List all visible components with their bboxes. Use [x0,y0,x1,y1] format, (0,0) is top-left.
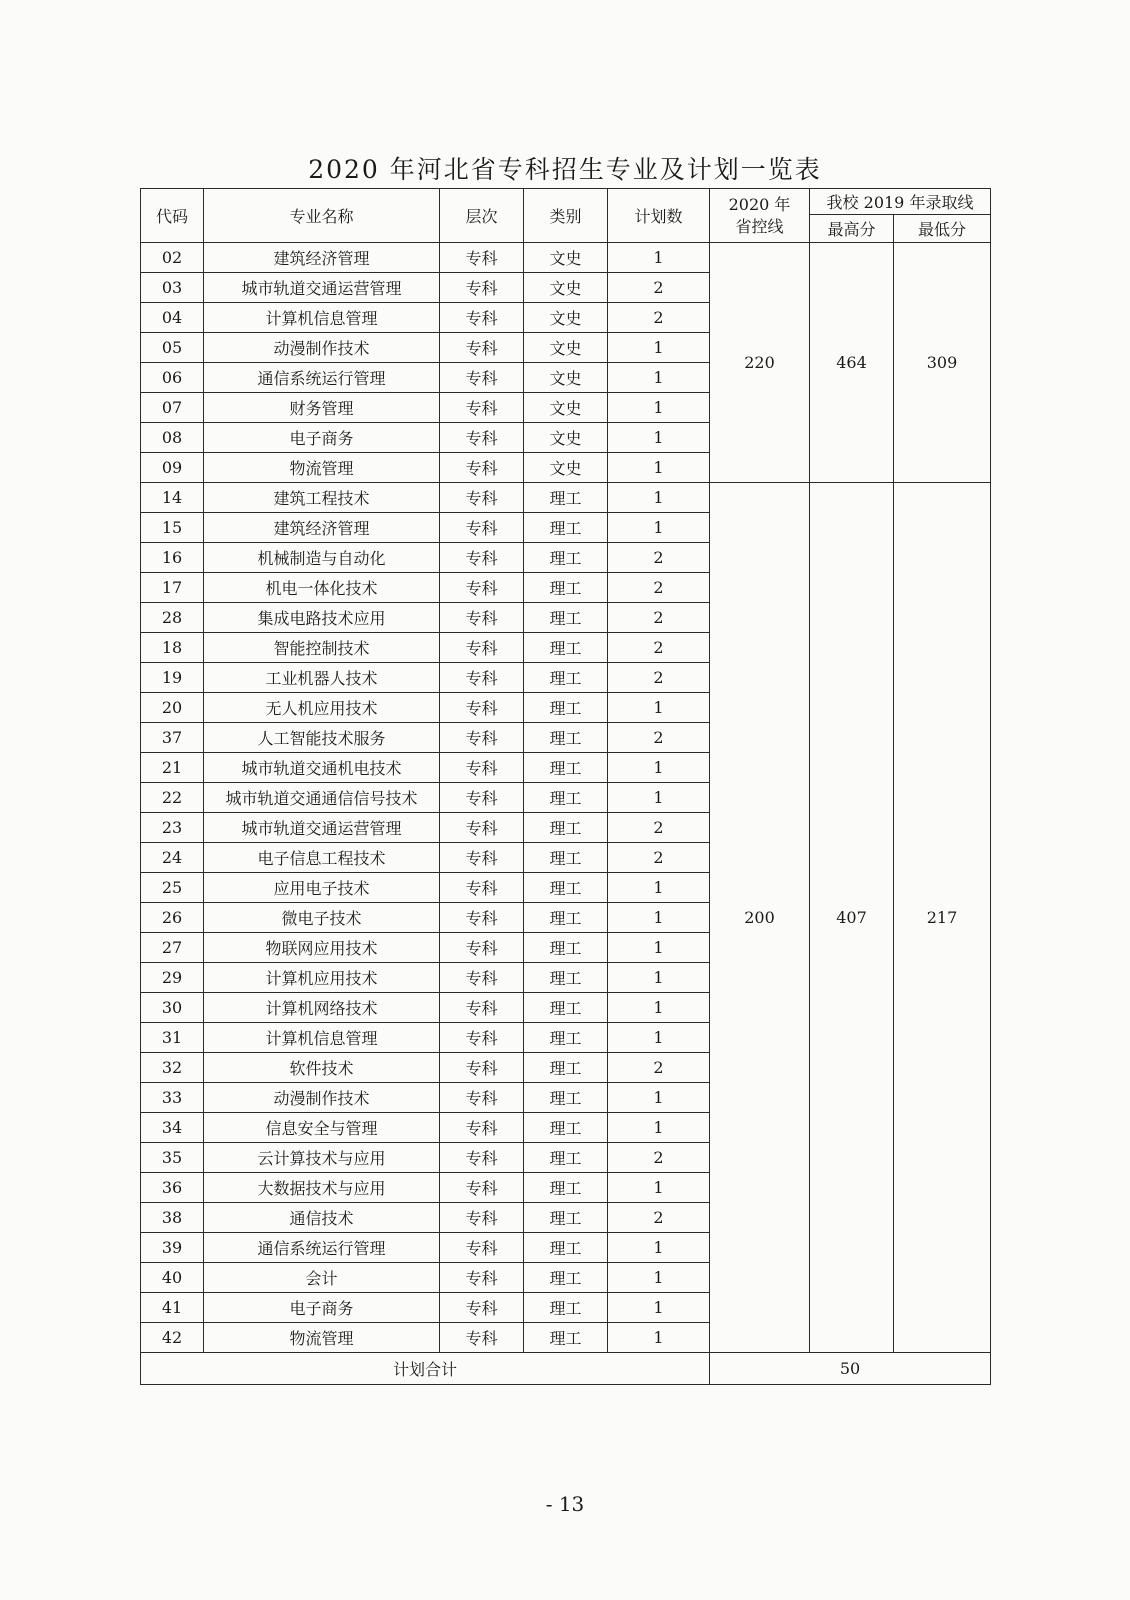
cell-level: 专科 [440,1023,524,1053]
page-number: - 13 [545,1492,585,1516]
cell-code: 18 [141,633,204,663]
cell-plan: 2 [608,663,710,693]
cell-code: 17 [141,573,204,603]
cell-level: 专科 [440,543,524,573]
cell-category: 文史 [524,393,608,423]
cell-category: 理工 [524,1083,608,1113]
cell-plan: 2 [608,633,710,663]
cell-plan: 1 [608,393,710,423]
cell-level: 专科 [440,1233,524,1263]
cell-category: 理工 [524,873,608,903]
cell-category: 理工 [524,753,608,783]
cell-name: 城市轨道交通通信信号技术 [204,783,440,813]
group-lowest-score: 217 [894,483,991,1353]
cell-category: 理工 [524,1233,608,1263]
cell-name: 物流管理 [204,453,440,483]
cell-category: 理工 [524,543,608,573]
cell-plan: 1 [608,423,710,453]
cell-code: 37 [141,723,204,753]
cell-plan: 1 [608,873,710,903]
cell-category: 理工 [524,1113,608,1143]
cell-level: 专科 [440,633,524,663]
cell-plan: 1 [608,453,710,483]
total-value: 50 [710,1353,991,1385]
cell-name: 城市轨道交通机电技术 [204,753,440,783]
cell-name: 人工智能技术服务 [204,723,440,753]
cell-category: 理工 [524,573,608,603]
cell-code: 03 [141,273,204,303]
cell-name: 电子商务 [204,423,440,453]
cell-code: 16 [141,543,204,573]
cell-name: 城市轨道交通运营管理 [204,273,440,303]
cell-category: 理工 [524,783,608,813]
cell-name: 物流管理 [204,1323,440,1353]
cell-level: 专科 [440,303,524,333]
cell-category: 理工 [524,1053,608,1083]
cell-name: 集成电路技术应用 [204,603,440,633]
header-plan-count: 计划数 [608,189,710,243]
cell-plan: 2 [608,303,710,333]
cell-plan: 2 [608,813,710,843]
cell-plan: 1 [608,753,710,783]
cell-plan: 1 [608,1263,710,1293]
cell-code: 40 [141,1263,204,1293]
cell-level: 专科 [440,723,524,753]
cell-plan: 1 [608,903,710,933]
cell-level: 专科 [440,573,524,603]
cell-name: 大数据技术与应用 [204,1173,440,1203]
cell-code: 39 [141,1233,204,1263]
cell-category: 文史 [524,333,608,363]
cell-name: 城市轨道交通运营管理 [204,813,440,843]
cell-level: 专科 [440,243,524,273]
cell-code: 35 [141,1143,204,1173]
cell-category: 理工 [524,1263,608,1293]
cell-name: 云计算技术与应用 [204,1143,440,1173]
cell-level: 专科 [440,813,524,843]
cell-category: 理工 [524,483,608,513]
group-highest-score: 464 [810,243,894,483]
cell-level: 专科 [440,1143,524,1173]
cell-level: 专科 [440,1083,524,1113]
cell-category: 理工 [524,813,608,843]
group-highest-score: 407 [810,483,894,1353]
cell-name: 物联网应用技术 [204,933,440,963]
cell-level: 专科 [440,873,524,903]
cell-code: 30 [141,993,204,1023]
cell-code: 14 [141,483,204,513]
cell-code: 34 [141,1113,204,1143]
cell-level: 专科 [440,693,524,723]
cell-code: 32 [141,1053,204,1083]
cell-code: 20 [141,693,204,723]
cell-code: 15 [141,513,204,543]
cell-plan: 1 [608,243,710,273]
header-lowest-score: 最低分 [894,215,991,243]
cell-plan: 1 [608,1233,710,1263]
cell-code: 26 [141,903,204,933]
cell-plan: 2 [608,573,710,603]
cell-level: 专科 [440,423,524,453]
cell-code: 41 [141,1293,204,1323]
cell-code: 23 [141,813,204,843]
cell-plan: 1 [608,1173,710,1203]
cell-category: 理工 [524,663,608,693]
cell-category: 理工 [524,1323,608,1353]
cell-plan: 2 [608,1143,710,1173]
cell-level: 专科 [440,273,524,303]
cell-category: 文史 [524,303,608,333]
cell-level: 专科 [440,993,524,1023]
cell-name: 建筑工程技术 [204,483,440,513]
cell-plan: 2 [608,543,710,573]
cell-code: 38 [141,1203,204,1233]
cell-code: 29 [141,963,204,993]
cell-category: 理工 [524,1293,608,1323]
cell-category: 理工 [524,843,608,873]
enrollment-plan-table [140,188,991,1385]
page-title: 2020 年河北省专科招生专业及计划一览表 [308,155,822,184]
cell-level: 专科 [440,903,524,933]
cell-category: 理工 [524,1143,608,1173]
cell-plan: 1 [608,483,710,513]
cell-level: 专科 [440,1323,524,1353]
cell-level: 专科 [440,663,524,693]
header-highest-score: 最高分 [810,215,894,243]
cell-code: 36 [141,1173,204,1203]
cell-name: 计算机信息管理 [204,1023,440,1053]
cell-level: 专科 [440,393,524,423]
cell-level: 专科 [440,603,524,633]
cell-category: 理工 [524,1173,608,1203]
cell-plan: 1 [608,1323,710,1353]
cell-code: 28 [141,603,204,633]
table-row [141,243,991,273]
cell-level: 专科 [440,363,524,393]
cell-level: 专科 [440,333,524,363]
cell-code: 27 [141,933,204,963]
cell-level: 专科 [440,483,524,513]
cell-level: 专科 [440,1263,524,1293]
cell-category: 文史 [524,363,608,393]
cell-plan: 1 [608,993,710,1023]
cell-level: 专科 [440,1113,524,1143]
cell-category: 理工 [524,933,608,963]
cell-name: 机械制造与自动化 [204,543,440,573]
cell-level: 专科 [440,1053,524,1083]
cell-plan: 2 [608,1203,710,1233]
cell-level: 专科 [440,1173,524,1203]
cell-name: 计算机信息管理 [204,303,440,333]
cell-plan: 1 [608,1023,710,1053]
cell-code: 04 [141,303,204,333]
cell-category: 理工 [524,633,608,663]
cell-code: 09 [141,453,204,483]
cell-category: 理工 [524,963,608,993]
cell-category: 理工 [524,993,608,1023]
cell-code: 07 [141,393,204,423]
cell-plan: 1 [608,1293,710,1323]
header-major-name: 专业名称 [204,189,440,243]
table-row [141,483,991,513]
cell-category: 理工 [524,693,608,723]
header-code: 代码 [141,189,204,243]
cell-code: 33 [141,1083,204,1113]
cell-code: 05 [141,333,204,363]
cell-plan: 1 [608,933,710,963]
cell-level: 专科 [440,1203,524,1233]
cell-name: 电子商务 [204,1293,440,1323]
group-province-line: 200 [710,483,810,1353]
cell-name: 微电子技术 [204,903,440,933]
cell-name: 财务管理 [204,393,440,423]
cell-plan: 2 [608,603,710,633]
cell-name: 信息安全与管理 [204,1113,440,1143]
cell-category: 文史 [524,453,608,483]
cell-plan: 1 [608,1083,710,1113]
cell-name: 动漫制作技术 [204,1083,440,1113]
table-body [141,243,991,1353]
cell-category: 理工 [524,1023,608,1053]
cell-name: 智能控制技术 [204,633,440,663]
cell-category: 文史 [524,423,608,453]
cell-code: 24 [141,843,204,873]
total-label: 计划合计 [141,1353,710,1385]
cell-code: 06 [141,363,204,393]
cell-level: 专科 [440,513,524,543]
cell-plan: 2 [608,843,710,873]
cell-code: 42 [141,1323,204,1353]
cell-category: 文史 [524,243,608,273]
cell-name: 软件技术 [204,1053,440,1083]
header-school-2019-line: 我校 2019 年录取线 [810,189,991,215]
cell-plan: 1 [608,783,710,813]
cell-plan: 1 [608,693,710,723]
cell-plan: 1 [608,963,710,993]
cell-name: 计算机应用技术 [204,963,440,993]
cell-category: 理工 [524,603,608,633]
cell-name: 电子信息工程技术 [204,843,440,873]
cell-name: 会计 [204,1263,440,1293]
header-category: 类别 [524,189,608,243]
cell-name: 建筑经济管理 [204,513,440,543]
group-province-line: 220 [710,243,810,483]
cell-plan: 2 [608,273,710,303]
cell-plan: 1 [608,363,710,393]
group-lowest-score: 309 [894,243,991,483]
cell-name: 计算机网络技术 [204,993,440,1023]
cell-code: 31 [141,1023,204,1053]
cell-category: 理工 [524,723,608,753]
cell-level: 专科 [440,783,524,813]
cell-plan: 2 [608,723,710,753]
cell-plan: 1 [608,1113,710,1143]
cell-category: 文史 [524,273,608,303]
cell-code: 25 [141,873,204,903]
header-province-line: 2020 年 省控线 [710,189,810,243]
cell-code: 08 [141,423,204,453]
cell-name: 无人机应用技术 [204,693,440,723]
cell-name: 机电一体化技术 [204,573,440,603]
cell-name: 通信技术 [204,1203,440,1233]
cell-name: 应用电子技术 [204,873,440,903]
header-level: 层次 [440,189,524,243]
cell-code: 19 [141,663,204,693]
cell-name: 动漫制作技术 [204,333,440,363]
cell-plan: 2 [608,1053,710,1083]
cell-plan: 1 [608,333,710,363]
cell-name: 通信系统运行管理 [204,1233,440,1263]
cell-code: 02 [141,243,204,273]
cell-plan: 1 [608,513,710,543]
cell-level: 专科 [440,843,524,873]
cell-level: 专科 [440,753,524,783]
cell-level: 专科 [440,963,524,993]
cell-name: 工业机器人技术 [204,663,440,693]
cell-level: 专科 [440,453,524,483]
cell-category: 理工 [524,1203,608,1233]
cell-level: 专科 [440,933,524,963]
cell-name: 建筑经济管理 [204,243,440,273]
cell-category: 理工 [524,903,608,933]
cell-category: 理工 [524,513,608,543]
cell-level: 专科 [440,1293,524,1323]
cell-name: 通信系统运行管理 [204,363,440,393]
cell-code: 21 [141,753,204,783]
cell-code: 22 [141,783,204,813]
